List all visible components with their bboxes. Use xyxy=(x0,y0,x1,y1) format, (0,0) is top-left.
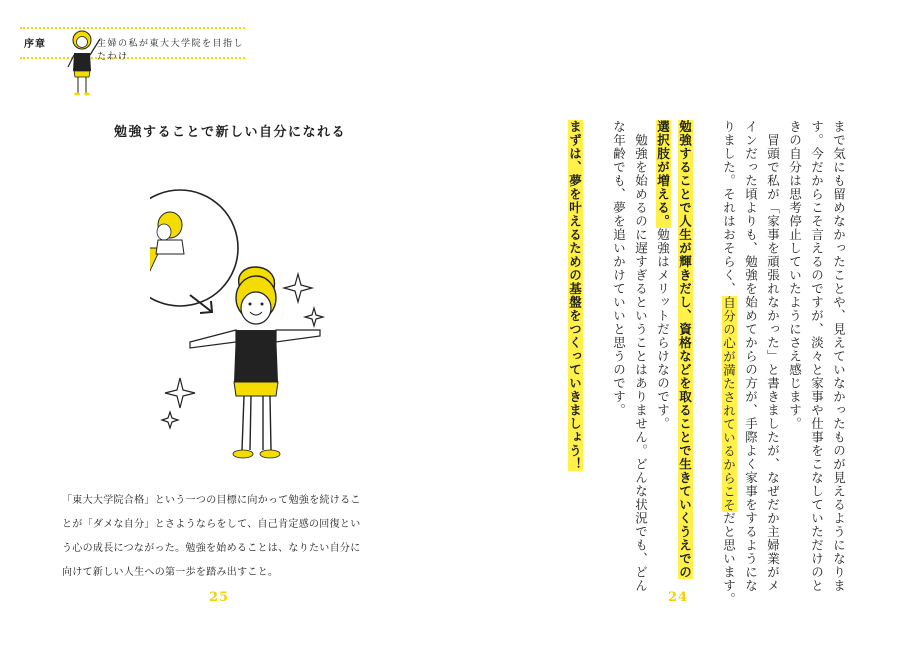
page-number: 25 xyxy=(209,590,230,605)
illustration xyxy=(150,170,400,470)
mascot-icon xyxy=(64,27,104,99)
text-column xyxy=(678,120,691,579)
caption-line: 向けて新しい人生への第一歩を踏み出すこと。 xyxy=(62,567,279,578)
text-column xyxy=(656,120,669,431)
section-heading: 勉強することで新しい自分になれる xyxy=(114,125,347,140)
highlighted-text: 選択肢が増える。 xyxy=(655,120,671,228)
highlighted-text: 自分の心が満たされているからこそ xyxy=(721,295,737,512)
text-run: 冒頭で私が「家事を頑張れなかった」と書きましたが、なぜだか主婦業がメ xyxy=(765,120,781,593)
text-run: りました。それはおそらく、 xyxy=(721,120,737,296)
text-run: だと思います。 xyxy=(721,511,737,606)
text-column xyxy=(832,120,845,593)
text-column xyxy=(766,120,779,593)
caption-line: とが「ダメな自分」とさようならをして、自己肯定感の回復とい xyxy=(62,519,361,530)
text-run: す。今だからこそ言えるのですが、淡々と家事や仕事をこなしていただけのと xyxy=(809,120,825,593)
chapter-label: 序章 xyxy=(24,39,46,50)
text-run: インだった頃よりも、勉強を始めてからの方が、手際よく家事をするようにな xyxy=(743,120,759,593)
thought-bubble-icon xyxy=(150,190,238,306)
text-column xyxy=(744,120,757,593)
header-dotted-rule xyxy=(20,27,245,29)
text-run: 勉強を始めるのに遅すぎるということはありません。どんな状況でも、どん xyxy=(633,120,649,593)
page-number: 24 xyxy=(668,590,689,605)
text-run: きの自分は思考停止していたようにさえ感じます。 xyxy=(787,120,803,431)
text-column xyxy=(634,120,647,593)
highlighted-text: 勉強することで人生が輝きだし、資格などを取ることで生きていくうえでの xyxy=(677,120,693,579)
text-column xyxy=(788,120,801,431)
text-column xyxy=(568,120,581,471)
right-page xyxy=(450,0,900,661)
illustration-caption xyxy=(62,489,380,585)
running-header xyxy=(20,27,245,62)
text-column xyxy=(810,120,823,593)
caption-line: 「東大大学院合格」という一つの目標に向かって勉強を続けるこ xyxy=(62,495,361,506)
text-run: まで気にも留めなかったことや、見えていなかったものが見えるようになりま xyxy=(831,120,847,593)
text-run: 勉強はメリットだらけなのです。 xyxy=(655,228,671,431)
highlighted-text: まずは、夢を叶えるための基盤をつくっていきましょう！ xyxy=(567,120,583,471)
text-column xyxy=(612,120,625,417)
text-run: な年齢でも、夢を追いかけていいと思うのです。 xyxy=(611,120,627,417)
chapter-title: 主婦の私が東大大学院を目指したわけ xyxy=(97,39,245,62)
text-column xyxy=(722,120,735,606)
caption-line: う心の成長につながった。勉強を始めることは、なりたい自分に xyxy=(62,543,361,554)
